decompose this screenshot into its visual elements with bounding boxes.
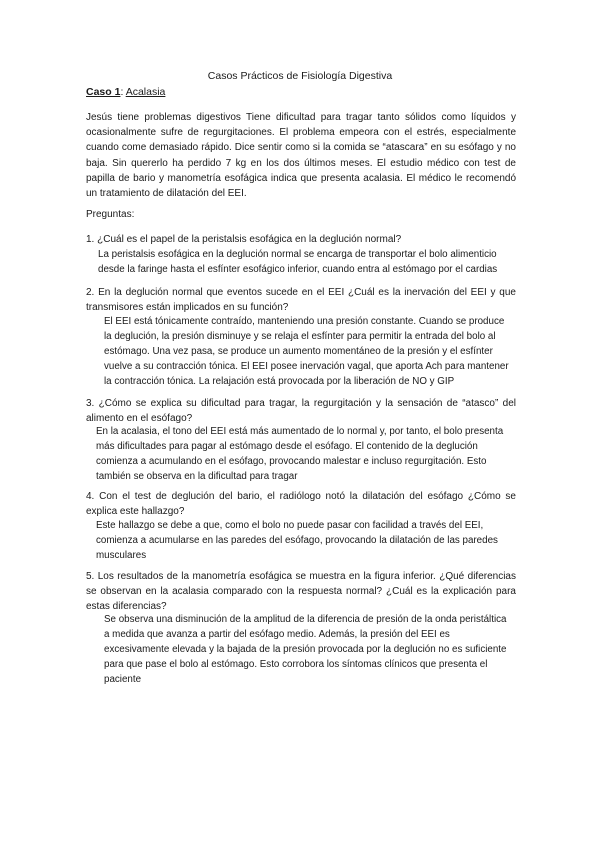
case-intro-paragraph: Jesús tiene problemas digestivos Tiene dificultad para tragar tanto sólidos como líquidos y ocasionalmente sufre de regurgitaciones. El problema empeora con el estrés, especialmente cuando come demasiado rápido. Dice sentir como si la comida se “atascara” en su esófago y no baja. Sin quererlo ha perdido 7 kg en los dos últimos meses. El estudio médico con test de papilla de bario y manometría esofágica indica que presenta acalasia. El médico le recomendó un tratamiento de dilatación del EEI. (86, 112, 516, 200)
answer-4: Este hallazgo se debe a que, como el bolo no puede pasar con facilidad a través del EEI, comienza a acumularse en las paredes del esófago, provocando la dilatación de las paredes musculares (96, 520, 498, 561)
case-label: Caso 1 (86, 86, 121, 98)
answer-3: En la acalasia, el tono del EEI está más aumentado de lo normal y, por tanto, el bolo presenta más dificultades para pagar al estómago desde el esófago. El contenido de la deglución comienza a acumulando en el esófago, provocando malestar e incluso regurgitación. Esto también se observa en la dificultad para tragar (96, 426, 504, 482)
case-topic: Acalasia (125, 86, 166, 98)
question-5: 5. Los resultados de la manometría esofágica se muestra en la figura inferior. ¿Qué diferencias se observan en la acalasia comparado con la respuesta normal? ¿Cuál es la explicación para estas diferencias? (86, 571, 516, 613)
question-3: 3. ¿Cómo se explica su dificultad para tragar, la regurgitación y la sensación de “atasco” del alimento en el esófago? (86, 398, 516, 425)
answer-2: El EEI está tónicamente contraído, manteniendo una presión constante. Cuando se produce la deglución, la presión disminuye y se relaja el esfínter para permitir la entrada del bolo al estómago. Una vez pasa, se produce un aumento momentáneo de la presión y el esfínter vuelve a su contracción tónica. El EEI posee inervación vagal, que aporta Ach para mantener la contracción tónica. La relajación está provocada por la liberación de NO y GIP (104, 316, 509, 387)
answer-5: Se observa una disminución de la amplitud de la diferencia de presión de la onda peristáltica a medida que avanza a partir del esófago medio. Además, la presión del EEI es excesivamente elevada y la bajada de la presión provocada por la deglución no es suficiente para que pase el bolo al estómago. Esto corrobora los síntomas clínicos que presenta el paciente (104, 614, 507, 685)
question-4: 4. Con el test de deglución del bario, el radiólogo notó la dilatación del esófago ¿Cómo se explica este hallazgo? (86, 491, 516, 518)
question-1: 1. ¿Cuál es el papel de la peristalsis esofágica en la deglución normal? (86, 234, 402, 245)
document-title: Casos Prácticos de Fisiología Digestiva (207, 70, 393, 82)
case-colon: : (120, 86, 124, 98)
questions-heading: Preguntas: (86, 209, 135, 220)
question-2: 2. En la deglución normal que eventos sucede en el EEI ¿Cuál es la inervación del EEI y que transmisores están implicados en su función? (86, 287, 516, 314)
case-heading (86, 86, 165, 98)
answer-1: La peristalsis esofágica en la deglución normal se encarga de transportar el bolo alimenticio desde la faringe hasta el esfínter esofágico inferior, cuando entra al estómago por el cardias (98, 249, 498, 275)
